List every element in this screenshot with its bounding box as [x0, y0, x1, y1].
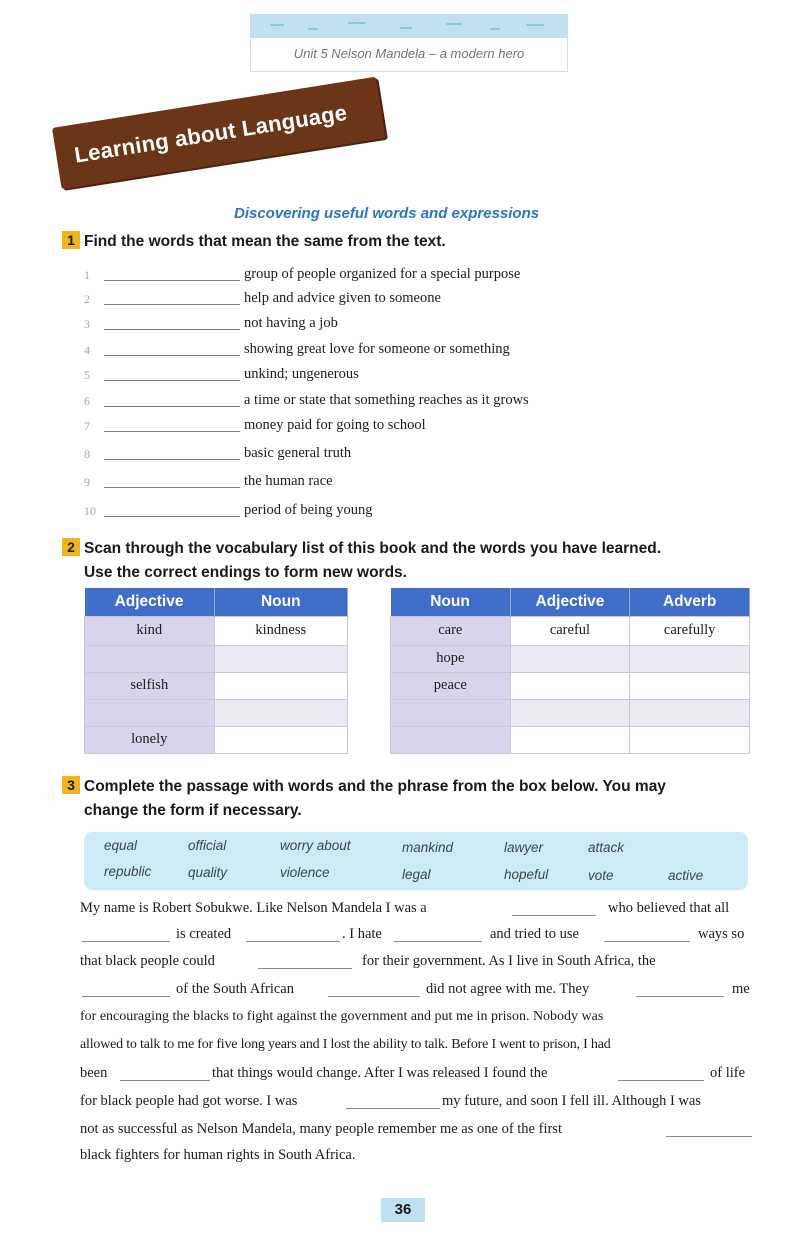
- passage-text: for encouraging the blacks to fight against the government and put me in prison. Nobody was: [80, 1009, 604, 1024]
- word-box-item: republic: [104, 864, 152, 879]
- table-cell: kind: [85, 616, 215, 645]
- passage-text: of the South African: [176, 981, 294, 997]
- table-cell-blank[interactable]: [391, 699, 511, 726]
- table-cell-blank[interactable]: [510, 645, 630, 672]
- table-noun-adjective-adverb: [390, 588, 750, 754]
- task2-number: 2: [62, 538, 80, 556]
- word-box-item: lawyer: [504, 840, 544, 855]
- passage-text: for black people had got worse. I was: [80, 1093, 298, 1109]
- item-definition: basic general truth: [244, 445, 352, 461]
- answer-blank[interactable]: [104, 516, 240, 517]
- passage-text: my future, and soon I fell ill. Although I was: [442, 1093, 701, 1109]
- item-number: 3: [84, 317, 90, 331]
- column-header: Adverb: [630, 588, 750, 616]
- answer-blank[interactable]: [104, 380, 240, 381]
- item-definition: period of being young: [244, 502, 373, 518]
- answer-blank[interactable]: [104, 304, 240, 305]
- passage-text: black fighters for human rights in South Africa.: [80, 1147, 356, 1163]
- passage-line-7: [80, 1065, 754, 1087]
- word-box-item: equal: [104, 838, 138, 853]
- answer-blank[interactable]: [104, 406, 240, 407]
- table-cell-blank[interactable]: [630, 699, 750, 726]
- word-box-item: vote: [588, 868, 614, 883]
- table-cell-blank[interactable]: [214, 672, 347, 699]
- table-cell: kindness: [214, 616, 347, 645]
- word-box-item: attack: [588, 840, 625, 855]
- table-cell-blank[interactable]: [214, 645, 347, 672]
- answer-blank[interactable]: [104, 431, 240, 432]
- passage-text: is created: [176, 926, 232, 942]
- task1-instruction: [62, 231, 446, 253]
- table-cell-blank[interactable]: [630, 645, 750, 672]
- item-definition: not having a job: [244, 315, 338, 331]
- passage-blank[interactable]: [666, 1136, 752, 1137]
- passage-text: me: [732, 981, 750, 997]
- passage-line-4: [80, 981, 754, 1003]
- unit-header: [250, 14, 568, 72]
- task2-text-line1: Scan through the vocabulary list of this book and the words you have learned.: [84, 540, 662, 557]
- task2-instruction-line2: Use the correct endings to form new words.: [84, 564, 407, 581]
- passage-text: of life: [710, 1065, 746, 1081]
- table-row: [391, 645, 750, 672]
- passage-text: not as successful as Nelson Mandela, many people remember me as one of the first: [80, 1121, 562, 1137]
- task3-text-line1: Complete the passage with words and the phrase from the box below. You may: [84, 778, 666, 795]
- task3-instruction: [62, 776, 666, 798]
- passage-line-5: [80, 1009, 754, 1031]
- table-row: [391, 699, 750, 726]
- passage-blank[interactable]: [394, 941, 482, 942]
- item-number: 1: [84, 268, 90, 282]
- item-number: 9: [84, 475, 90, 489]
- table-cell-blank[interactable]: [85, 699, 215, 726]
- passage-blank[interactable]: [512, 915, 596, 916]
- table-cell: careful: [510, 616, 630, 645]
- task2-instruction: [62, 538, 661, 560]
- table-row: [85, 672, 348, 699]
- table-cell: hope: [391, 645, 511, 672]
- word-box-item: violence: [280, 865, 330, 880]
- item-definition: money paid for going to school: [244, 417, 426, 433]
- answer-blank[interactable]: [104, 487, 240, 488]
- item-number: 10: [84, 504, 96, 518]
- passage-blank[interactable]: [604, 941, 690, 942]
- column-header: Noun: [391, 588, 511, 616]
- table-row: [391, 616, 750, 645]
- passage-line-3: [80, 953, 754, 975]
- passage-text: allowed to talk to me for five long years and I lost the ability to talk. Before I went to prison, I had: [80, 1037, 611, 1052]
- passage-line-6: [80, 1037, 754, 1059]
- word-box: [84, 832, 748, 890]
- task3-number: 3: [62, 776, 80, 794]
- table-row: [391, 672, 750, 699]
- word-box-item: active: [668, 868, 704, 883]
- table-cell: peace: [391, 672, 511, 699]
- column-header: Adjective: [85, 588, 215, 616]
- passage-text: My name is Robert Sobukwe. Like Nelson Mandela I was a: [80, 900, 427, 916]
- table-cell: carefully: [630, 616, 750, 645]
- passage-blank[interactable]: [618, 1080, 704, 1081]
- passage-blank[interactable]: [246, 941, 340, 942]
- word-box-item: legal: [402, 867, 431, 882]
- item-number: 4: [84, 343, 90, 357]
- table-cell-blank[interactable]: [391, 726, 511, 753]
- column-header: Adjective: [510, 588, 630, 616]
- passage-blank[interactable]: [258, 968, 352, 969]
- table-adjective-noun: [84, 588, 348, 754]
- item-definition: the human race: [244, 473, 333, 489]
- passage-line-9: [80, 1121, 754, 1143]
- column-header: Noun: [214, 588, 347, 616]
- passage-text: for their government. As I live in South Africa, the: [362, 953, 656, 969]
- passage-blank[interactable]: [636, 996, 724, 997]
- item-number: 8: [84, 447, 90, 461]
- section-subtitle: Discovering useful words and expressions: [234, 205, 540, 222]
- passage-line-2: [80, 926, 754, 948]
- item-number: 5: [84, 368, 90, 382]
- task1-number: 1: [62, 231, 80, 249]
- passage-blank[interactable]: [82, 996, 170, 997]
- answer-blank[interactable]: [104, 329, 240, 330]
- word-box-item: official: [188, 838, 227, 853]
- page-number: 36: [381, 1198, 425, 1222]
- item-definition: group of people organized for a special purpose: [244, 266, 521, 282]
- passage-blank[interactable]: [346, 1108, 440, 1109]
- passage-text: did not agree with me. They: [426, 981, 590, 997]
- table-cell: lonely: [85, 726, 215, 753]
- table-cell-blank[interactable]: [630, 726, 750, 753]
- unit-title: Unit 5 Nelson Mandela – a modern hero: [250, 38, 568, 72]
- passage-text: . I hate: [342, 926, 382, 942]
- table-cell: selfish: [85, 672, 215, 699]
- table-cell-blank[interactable]: [85, 645, 215, 672]
- table-row: [391, 726, 750, 753]
- task1-text: Find the words that mean the same from the text.: [84, 233, 446, 250]
- table-cell-blank[interactable]: [214, 726, 347, 753]
- passage-line-1: [80, 900, 754, 922]
- passage-text: that things would change. After I was released I found the: [212, 1065, 548, 1081]
- table-cell: care: [391, 616, 511, 645]
- passage-blank[interactable]: [120, 1080, 210, 1081]
- word-box-item: worry about: [280, 838, 351, 853]
- table-cell-blank[interactable]: [630, 672, 750, 699]
- header-stripe: [250, 14, 568, 38]
- table-row: [85, 645, 348, 672]
- answer-blank[interactable]: [104, 459, 240, 460]
- passage-line-10: [80, 1147, 754, 1169]
- passage-text: who believed that all: [608, 900, 730, 916]
- table-row: [85, 616, 348, 645]
- passage-text: and tried to use: [490, 926, 579, 942]
- item-definition: unkind; ungenerous: [244, 366, 359, 382]
- item-definition: a time or state that something reaches as it grows: [244, 392, 529, 408]
- answer-blank[interactable]: [104, 280, 240, 281]
- word-box-item: hopeful: [504, 867, 549, 882]
- table-cell-blank[interactable]: [510, 699, 630, 726]
- passage-text: ways so: [698, 926, 745, 942]
- table-row: [85, 699, 348, 726]
- word-box-item: mankind: [402, 840, 454, 855]
- answer-blank[interactable]: [104, 355, 240, 356]
- passage-line-8: [80, 1093, 754, 1115]
- item-definition: showing great love for someone or something: [244, 341, 510, 357]
- table-cell-blank[interactable]: [214, 699, 347, 726]
- task3-instruction-line2: change the form if necessary.: [84, 802, 302, 819]
- table-row: [85, 726, 348, 753]
- passage-blank[interactable]: [328, 996, 420, 997]
- word-box-item: quality: [188, 865, 228, 880]
- item-number: 7: [84, 419, 90, 433]
- passage-text: been: [80, 1065, 108, 1081]
- table-cell-blank[interactable]: [510, 672, 630, 699]
- item-definition: help and advice given to someone: [244, 290, 441, 306]
- item-number: 2: [84, 292, 90, 306]
- item-number: 6: [84, 394, 90, 408]
- section-banner: [52, 77, 386, 190]
- passage-text: that black people could: [80, 953, 215, 969]
- section-title: Learning about Language: [72, 99, 349, 168]
- table-cell-blank[interactable]: [510, 726, 630, 753]
- passage-blank[interactable]: [82, 941, 170, 942]
